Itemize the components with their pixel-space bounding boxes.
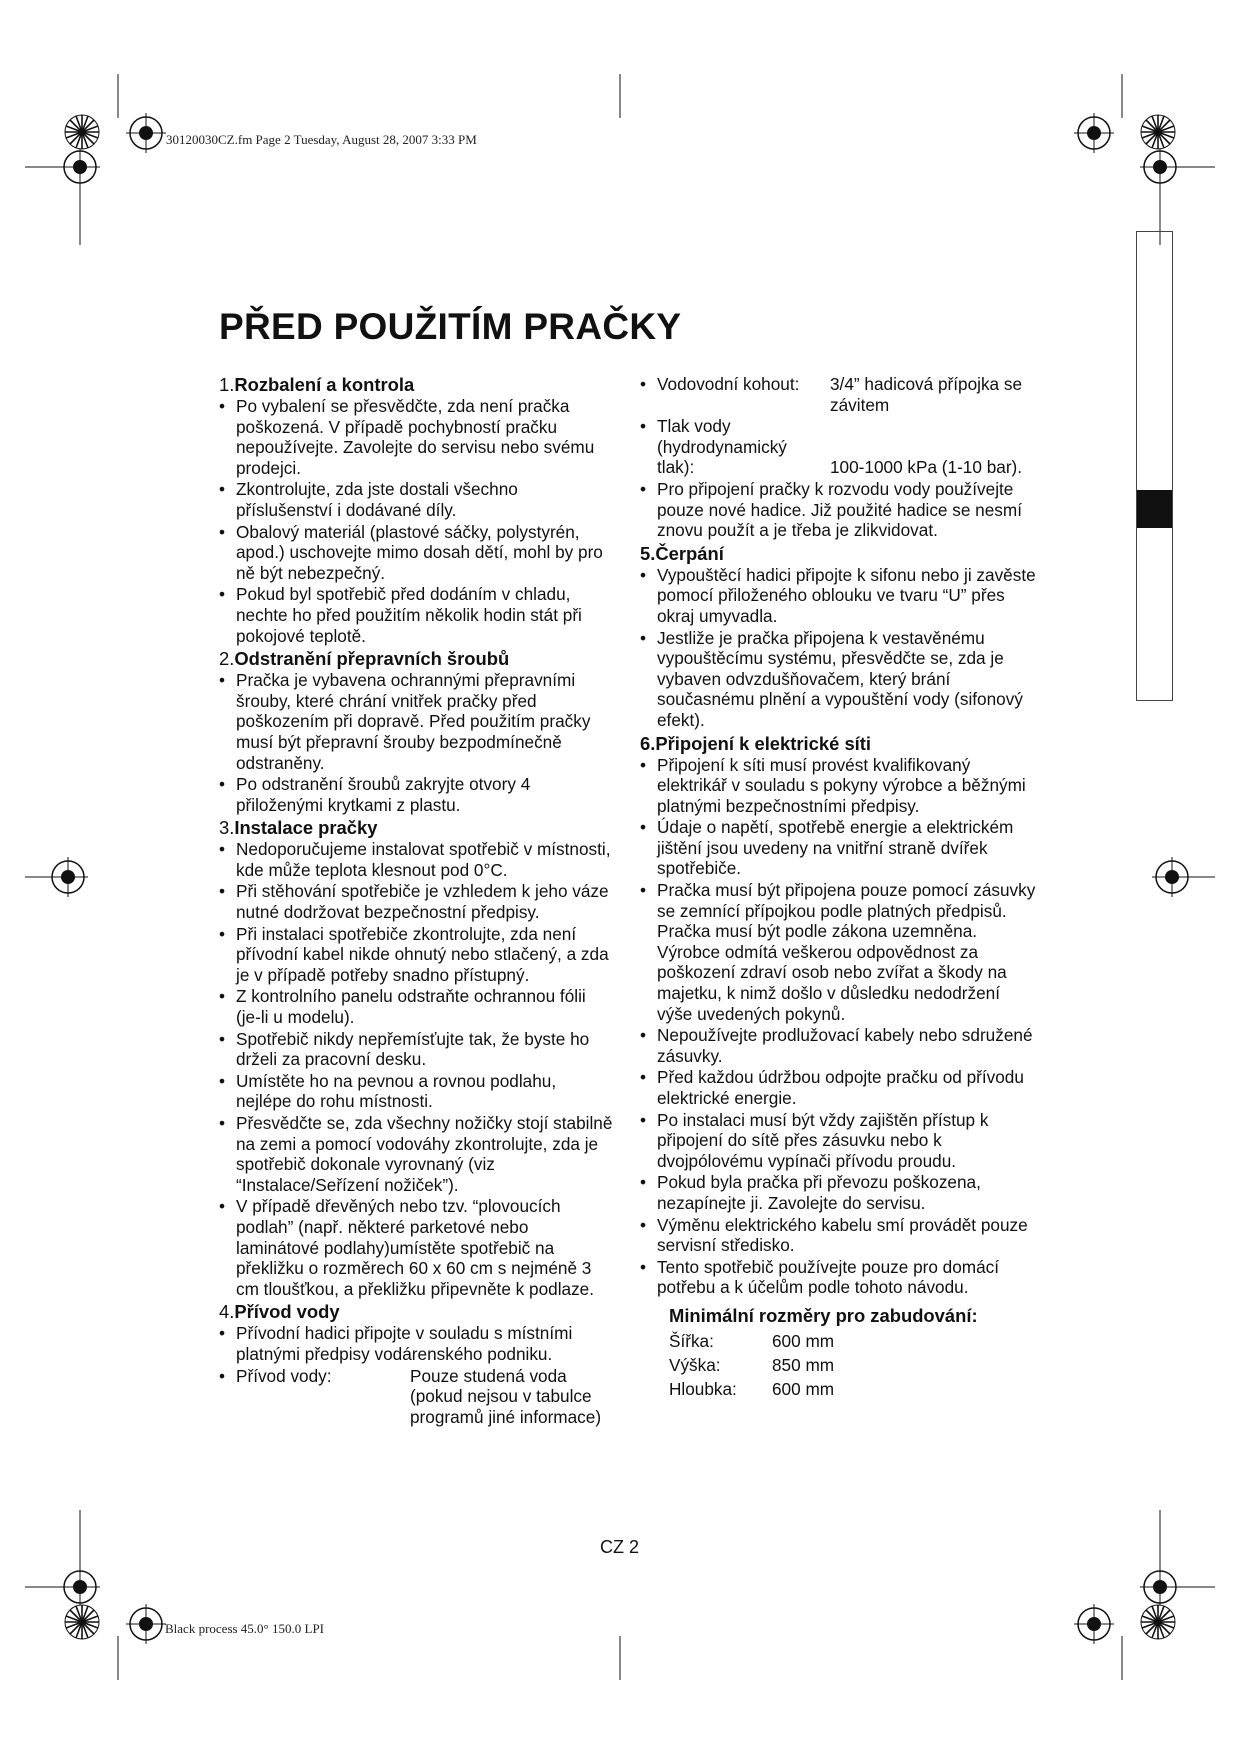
list-item: • Zkontrolujte, zda jste dostali všechno příslušenství i dodávané díly.	[219, 479, 615, 520]
dimension-value: 850 mm	[772, 1354, 835, 1375]
registration-target-icon	[1140, 147, 1180, 187]
section-heading: 2.Odstranění přepravních šroubů	[219, 648, 510, 670]
water-supply-label: • Přívod vody:	[236, 1365, 332, 1386]
water-pressure-label: • Tlak vody (hydrodynamický tlak):	[657, 416, 787, 478]
list-item: • Umístěte ho na pevnou a rovnou podlahu, nejlépe do rohu místnosti.	[219, 1071, 615, 1112]
list-item: • Pračka je vybavena ochrannými přepravními šrouby, které chrání vnitřek pračky před poškozením při dopravě. Před použitím pračky musí být přepravní šrouby bezpodmínečně odstraněny.	[219, 670, 615, 773]
list-item: • Pro připojení pračky k rozvodu vody používejte pouze nové hadice. Již použité hadice se nesmí znovu použít a je třeba je zlikvidovat.	[640, 479, 1036, 541]
registration-target-icon	[1140, 1567, 1180, 1607]
list-item: • Pokud byla pračka při převozu poškozena, nezapínejte ji. Zavolejte do servisu.	[640, 1172, 1036, 1213]
list-item: • Po instalaci musí být vždy zajištěn přístup k připojení do sítě přes zásuvku nebo k dvojpólovému vypínači přívodu proudu.	[640, 1110, 1036, 1172]
side-tab-frame	[1136, 231, 1173, 701]
registration-target-icon	[60, 1567, 100, 1607]
page-title: PŘED POUŽITÍM PRAČKY	[219, 306, 682, 347]
list-item: • Připojení k síti musí provést kvalifikovaný elektrikář v souladu s pokyny výrobce a běžnými platnými bezpečnostními předpisy.	[640, 755, 1036, 817]
starburst-mark-icon	[64, 114, 100, 150]
list-item: • Při stěhování spotřebiče je vzhledem k jeho váze nutné dodržovat bezpečnostní předpisy.	[219, 881, 615, 922]
list-item: • Nepoužívejte prodlužovací kabely nebo sdružené zásuvky.	[640, 1025, 1036, 1066]
dimension-label: Hloubka:	[669, 1378, 737, 1399]
list-item: • Vypouštěcí hadici připojte k sifonu nebo ji zavěste pomocí přiloženého oblouku ve tvaru “U” přes okraj umyvadla.	[640, 565, 1036, 627]
starburst-mark-icon	[64, 1604, 100, 1640]
list-item: • Nedoporučujeme instalovat spotřebič v místnosti, kde může teplota klesnout pod 0°C.	[219, 839, 615, 880]
section-list	[640, 565, 1036, 731]
list-item: • Obalový materiál (plastové sáčky, polystyrén, apod.) uschovejte mimo dosah dětí, mohl by pro ně být nebezpečný.	[219, 522, 615, 584]
list-item: • Jestliže je pračka připojena k vestavěnému vypouštěcímu systému, přesvědčte se, zda je vybaven odvzdušňovačem, který brání současnému plnění a vypouštění vody (sifonový efekt).	[640, 628, 1036, 731]
list-item: • V případě dřevěných nebo tzv. “plovoucích podlah” (např. některé parketové nebo laminátové podlahy)umístěte spotřebič na překližku o rozměrech 60 x 60 cm s nejméně 3 cm tloušťkou, a překližku připevněte k podlaze.	[219, 1196, 615, 1299]
list-item: • Výměnu elektrického kabelu smí provádět pouze servisní středisko.	[640, 1215, 1036, 1256]
water-tap-value: 3/4” hadicová přípojka se závitem	[830, 374, 1023, 415]
list-item: • Spotřebič nikdy nepřemísťujte tak, že byste ho drželi za pracovní desku.	[219, 1029, 615, 1070]
list-item: • Tento spotřebič používejte pouze pro domácí potřebu a k účelům podle tohoto návodu.	[640, 1257, 1036, 1298]
dimension-label: Šířka:	[669, 1330, 714, 1351]
dimension-label: Výška:	[669, 1354, 721, 1375]
registration-target-icon	[126, 1604, 166, 1644]
section-list	[219, 396, 615, 646]
registration-target-icon	[1152, 857, 1192, 897]
list-item-keyvalue	[640, 374, 1036, 415]
right-column	[640, 374, 1036, 1401]
registration-target-icon	[1074, 113, 1114, 153]
starburst-mark-icon	[1140, 1604, 1176, 1640]
dimension-value: 600 mm	[772, 1378, 835, 1399]
starburst-mark-icon	[1140, 114, 1176, 150]
section-heading: 3.Instalace pračky	[219, 817, 378, 839]
water-tap-label: • Vodovodní kohout:	[657, 374, 800, 394]
list-item-keyvalue	[640, 416, 1036, 478]
header-slug: 30120030CZ.fm Page 2 Tuesday, August 28, 2007 3:33 PM	[166, 132, 477, 147]
section-list	[640, 374, 1036, 541]
section-list	[640, 755, 1036, 1298]
list-item: • Po vybalení se přesvědčte, zda není pračka poškozená. V případě pochybností pračku nepoužívejte. Zavolejte do servisu nebo svému prodejci.	[219, 396, 615, 478]
list-item-keyvalue	[219, 1366, 615, 1428]
section-list	[219, 1323, 615, 1427]
water-supply-value: Pouze studená voda (pokud nejsou v tabulce programů jiné informace)	[410, 1365, 602, 1427]
list-item: • Pračka musí být připojena pouze pomocí zásuvky se zemnící přípojkou podle platných předpisů. Pračka musí být podle zákona uzemněna. Výrobce odmítá veškerou odpovědnost za poškození zdraví osob nebo zvířat a škody na majetku, k nimž došlo v důsledku nedodržení výše uvedených pokynů.	[640, 880, 1036, 1024]
water-pressure-value: 100-1000 kPa (1-10 bar).	[830, 457, 1023, 478]
side-tab-marker	[1137, 490, 1172, 528]
section-heading: 6.Připojení k elektrické síti	[640, 732, 872, 754]
list-item: • Údaje o napětí, spotřebě energie a elektrickém jištění jsou uvedeny na vnitřní straně dvířek spotřebiče.	[640, 817, 1036, 879]
dimension-row	[669, 1353, 1036, 1377]
list-item: • Přesvědčte se, zda všechny nožičky stojí stabilně na zemi a pomocí vodováhy zkontrolujte, zda je spotřebič dokonale vyrovnaný (viz “Instalace/Seřízení nožiček”).	[219, 1113, 615, 1195]
left-column	[219, 374, 615, 1429]
footer-slug: Black process 45.0° 150.0 LPI	[165, 1621, 325, 1636]
section-heading: 5.Čerpání	[640, 542, 724, 564]
list-item: • Pokud byl spotřebič před dodáním v chladu, nechte ho před použitím několik hodin stát při pokojové teplotě.	[219, 584, 615, 646]
dimension-row	[669, 1329, 1036, 1353]
list-item: • Při instalaci spotřebiče zkontrolujte, zda není přívodní kabel nikde ohnutý nebo stlačený, a zda je v případě potřeby snadno přístupný.	[219, 924, 615, 986]
dimension-value: 600 mm	[772, 1330, 835, 1351]
list-item: • Z kontrolního panelu odstraňte ochrannou fólii (je-li u modelu).	[219, 986, 615, 1027]
min-dimensions-heading: Minimální rozměry pro zabudování:	[669, 1304, 978, 1326]
list-item: • Přívodní hadici připojte v souladu s místními platnými předpisy vodárenského podniku.	[219, 1323, 615, 1364]
registration-target-icon	[1074, 1604, 1114, 1644]
registration-target-icon	[126, 113, 166, 153]
section-list	[219, 670, 615, 815]
page-number: CZ 2	[600, 1537, 640, 1557]
registration-target-icon	[48, 857, 88, 897]
list-item: • Po odstranění šroubů zakryjte otvory 4 přiloženými krytkami z plastu.	[219, 774, 615, 815]
list-item: • Před každou údržbou odpojte pračku od přívodu elektrické energie.	[640, 1067, 1036, 1108]
section-list	[219, 839, 615, 1299]
dimension-row	[669, 1377, 1036, 1401]
registration-target-icon	[60, 147, 100, 187]
section-heading: 4.Přívod vody	[219, 1301, 340, 1323]
section-heading: 1.Rozbalení a kontrola	[219, 374, 415, 395]
